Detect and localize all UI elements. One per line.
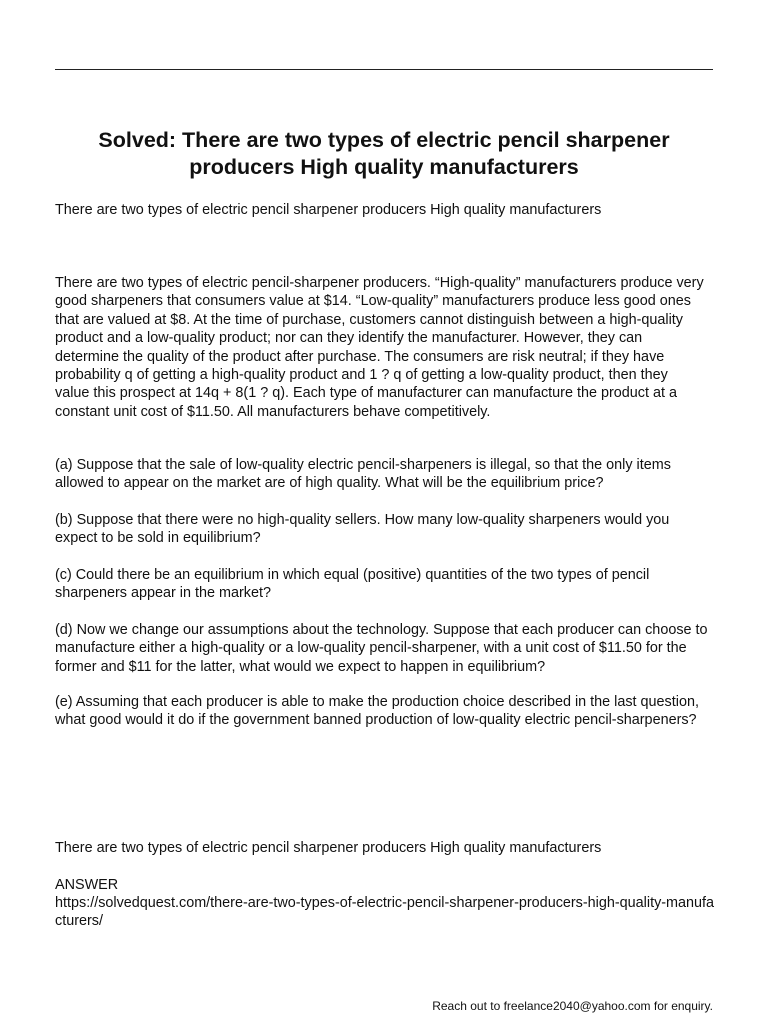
footer-contact: Reach out to freelance2040@yahoo.com for enquiry.	[432, 999, 713, 1013]
intro-paragraph: There are two types of electric pencil-sharpener producers. “High-quality” manufacturers produce very good sharpeners that consumers value at $14. “Low-quality” manufacturers produce less good ones that are valued at $8. At the time of purchase, customers cannot distinguish between a high-quality product and a low-quality product; nor can they identify the manufacturer. However, they can determine the quality of the product after purchase. The consumers are risk neutral; if they have probability q of getting a high-quality product and 1 ? q of getting a low-quality product, then they value this prospect at 14q + 8(1 ? q). Each type of manufacturer can manufacture the product at a constant unit cost of $11.50. All manufacturers behave competitively.	[55, 275, 704, 420]
summary-line: There are two types of electric pencil sharpener producers High quality manufacturers	[55, 840, 602, 856]
question-d: (d) Now we change our assumptions about the technology. Suppose that each producer can choose to manufacture either a high-quality or a low-quality pencil-sharpener, with a unit cost of $11.50 for the former and $11 for the latter, what would we expect to happen in equilibrium?	[55, 622, 708, 675]
answer-label: ANSWER	[55, 877, 119, 893]
subtitle: There are two types of electric pencil sharpener producers High quality manufacturers	[55, 202, 602, 218]
question-b: (b) Suppose that there were no high-quality sellers. How many low-quality sharpeners would you expect to be sold in equilibrium?	[55, 512, 670, 547]
question-a: (a) Suppose that the sale of low-quality electric pencil-sharpeners is illegal, so that the only items allowed to appear on the market are of high quality. What will be the equilibrium price?	[55, 457, 671, 492]
question-c: (c) Could there be an equilibrium in which equal (positive) quantities of the two types of pencil sharpeners appear in the market?	[55, 567, 650, 602]
header-divider	[55, 69, 713, 70]
page-title: Solved: There are two types of electric pencil sharpener producers High quality manufacturers	[98, 128, 670, 179]
question-e: (e) Assuming that each producer is able to make the production choice described in the last question, what good would it do if the government banned production of low-quality electric pencil-sharpeners?	[55, 694, 699, 729]
answer-link[interactable]: https://solvedquest.com/there-are-two-types-of-electric-pencil-sharpener-producers-high-quality-manufacturers/	[55, 895, 715, 930]
